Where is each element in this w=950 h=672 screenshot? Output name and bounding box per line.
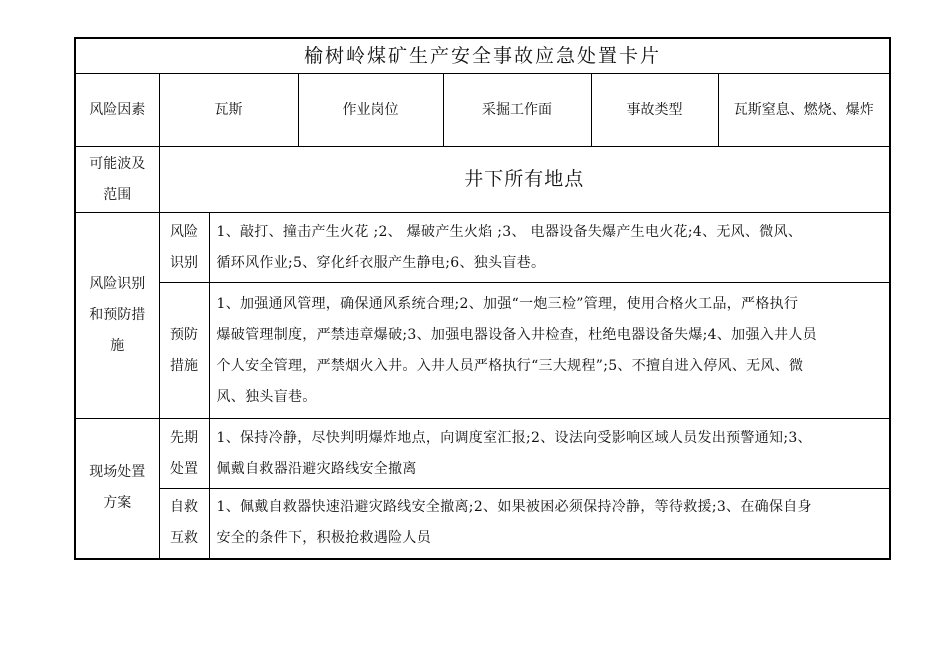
prevent-line: 个人安全管理，严禁烟火入井。入井人员严格执行“三大规程”;5、不擅自进入停风、无风、微 (216, 357, 804, 374)
risk-identify-label-line2: 识别 (170, 254, 198, 271)
early-response-label (159, 419, 209, 489)
prevent-line: 风、独头盲巷。 (216, 388, 317, 405)
risk-factor-label: 风险因素 (75, 74, 159, 147)
risk-section-label-line1: 风险识别 (89, 276, 146, 292)
accident-type-value: 瓦斯窒息、燃烧、爆炸 (718, 74, 890, 147)
prevent-label-line2: 措施 (170, 357, 198, 374)
rescue-label-line2: 互救 (170, 530, 198, 547)
prevent-text (209, 283, 890, 419)
scope-label-line2: 范围 (103, 186, 132, 203)
early-response-label-line2: 处置 (170, 460, 198, 477)
onsite-section-label-line1: 现场处置 (89, 464, 146, 481)
risk-identify-label (159, 213, 209, 283)
post-value: 采掘工作面 (443, 74, 591, 147)
risk-factor-value: 瓦斯 (159, 74, 298, 147)
rescue-line: 安全的条件下，积极抢救遇险人员 (216, 530, 431, 547)
early-response-line: 佩戴自救器沿避灾路线安全撤离 (216, 460, 417, 477)
onsite-section-label-line2: 方案 (103, 495, 132, 512)
early-response-label-line1: 先期 (170, 429, 198, 446)
rescue-label-line1: 自救 (170, 499, 198, 516)
risk-section-label-line3: 施 (110, 338, 125, 354)
early-response-line: 1、保持冷静，尽快判明爆炸地点，向调度室汇报;2、设法向受影响区域人员发出预警通知;3、 (216, 429, 812, 446)
scope-label (75, 147, 159, 213)
risk-identify-label-line1: 风险 (170, 223, 198, 240)
scope-value: 井下所有地点 (159, 147, 890, 213)
emergency-card-table (74, 37, 891, 560)
prevent-line: 1、加强通风管理，确保通风系统合理;2、加强“一炮三检”管理，使用合格火工品，严格执行 (216, 295, 799, 312)
onsite-section-label (75, 419, 159, 559)
accident-type-label: 事故类型 (591, 74, 718, 147)
post-label: 作业岗位 (298, 74, 443, 147)
rescue-label (159, 489, 209, 559)
prevent-label (159, 283, 209, 419)
rescue-text (209, 489, 890, 559)
rescue-line: 1、佩戴自救器快速沿避灾路线安全撤离;2、如果被困必须保持冷静，等待救援;3、在确保自身 (216, 499, 812, 516)
prevent-line: 爆破管理制度，严禁违章爆破;3、加强电器设备入井检查，杜绝电器设备失爆;4、加强入井人员 (216, 326, 817, 343)
risk-identify-line: 1、敲打、撞击产生火花 ;2、 爆破产生火焰 ;3、 电器设备失爆产生电火花;4、无风、微风、 (216, 223, 803, 240)
risk-identify-text (209, 213, 890, 283)
risk-section-label (75, 213, 159, 419)
scope-label-line1: 可能波及 (89, 155, 146, 172)
early-response-text (209, 419, 890, 489)
card-title: 榆树岭煤矿生产安全事故应急处置卡片 (75, 38, 890, 74)
prevent-label-line1: 预防 (170, 326, 198, 343)
risk-section-label-line2: 和预防措 (89, 307, 146, 323)
risk-identify-line: 循环风作业;5、穿化纤衣服产生静电;6、独头盲巷。 (216, 254, 546, 271)
